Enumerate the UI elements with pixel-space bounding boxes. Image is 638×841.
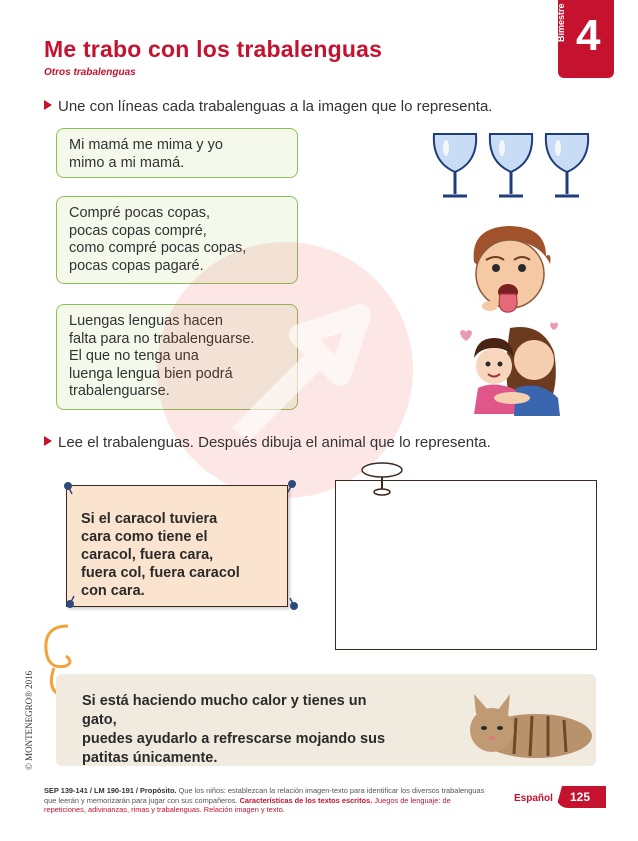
tongue-twister-line: El que no tenga una xyxy=(69,348,199,364)
tongue-twister-line: luenga lengua bien podrá xyxy=(69,365,233,382)
copyright-notice: © MONTENEGRO® 2016 xyxy=(24,670,34,770)
mother-daughter-image[interactable] xyxy=(450,318,574,418)
page-title: Me trabo con los trabalenguas xyxy=(44,36,383,62)
tongue-twister-line: Luengas lenguas hacen xyxy=(69,313,223,329)
bimestre-label: Bimestre xyxy=(556,3,566,42)
tongue-twister-line: pocas copas compré, xyxy=(69,222,207,239)
footer-purpose xyxy=(44,786,494,815)
boy-tongue-image[interactable] xyxy=(460,222,560,318)
fun-fact-line: puedes ayudarlo a refrescarse mojando sus xyxy=(82,731,386,747)
instruction-2-text: Lee el trabalenguas. Después dibuja el animal que lo representa. xyxy=(58,434,491,451)
triangle-bullet-icon xyxy=(44,100,52,110)
tongue-twister-line: pocas copas pagaré. xyxy=(69,257,204,274)
tongue-twister-line: como compré pocas copas, xyxy=(69,240,247,256)
footer-ref: SEP 139-141 / LM 190-191 / Propósito. xyxy=(44,786,177,795)
tongue-twister-line: Mi mamá me mima y yo xyxy=(69,137,223,153)
thumbtack-icon xyxy=(352,458,412,498)
tongue-twister-line: Compré pocas copas, xyxy=(69,205,211,221)
tongue-twister-line: Si el caracol tuviera xyxy=(81,511,218,527)
fun-fact-text xyxy=(82,692,402,768)
tongue-twister-line: trabalenguarse. xyxy=(69,383,170,399)
drawing-area[interactable] xyxy=(335,480,597,650)
footer-characteristics: Juegos de lenguaje: de repeticiones, adivinanzas, rimas y trabalenguas. Relación imagen y texto. xyxy=(44,795,451,814)
page-subtitle: Otros trabalenguas xyxy=(44,67,136,78)
subject-label: Español xyxy=(514,793,553,804)
fun-fact-line: Si está haciendo mucho calor y tienes un gato, xyxy=(82,693,367,728)
instruction-1 xyxy=(44,98,492,115)
tongue-twister-line: con cara. xyxy=(81,583,145,599)
pushpins-icon xyxy=(58,478,308,616)
instruction-2 xyxy=(44,434,491,451)
tongue-twister-line: cara como tiene el xyxy=(81,529,208,545)
tongue-twister-line: falta para no trabalenguarse. xyxy=(69,330,255,347)
tongue-twister-line: fuera col, fuera caracol xyxy=(81,565,240,581)
footer-purpose-text: Que los niños: establezcan la relación imagen-texto para identificar los diversos trabalenguas que leerán y memorizarán para jugar con sus compañeros. xyxy=(44,786,485,805)
tongue-twister-line: caracol, fuera cara, xyxy=(81,547,214,563)
tongue-twister-box-1[interactable] xyxy=(56,128,298,178)
page-number: 125 xyxy=(570,790,591,804)
cat-image xyxy=(456,680,596,764)
fun-fact-line: patitas únicamente. xyxy=(82,750,218,766)
triangle-bullet-icon xyxy=(44,436,52,446)
footer-characteristics-label: Características de los textos escritos. xyxy=(239,795,373,805)
bimestre-number: 4 xyxy=(576,11,601,60)
wine-glasses-image[interactable] xyxy=(428,128,600,204)
instruction-1-text: Une con líneas cada trabalenguas a la imagen que lo representa. xyxy=(58,98,493,115)
tongue-twister-line: mimo a mi mamá. xyxy=(69,154,185,171)
